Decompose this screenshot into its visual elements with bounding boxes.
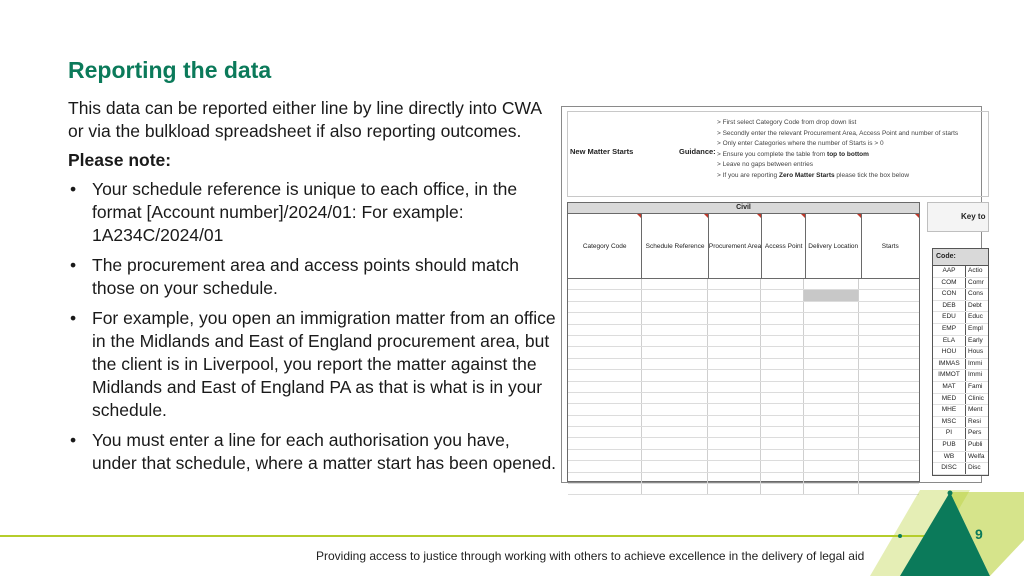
bullet-icon: • xyxy=(70,430,77,450)
code-description: Early xyxy=(968,336,983,344)
grid-cell xyxy=(804,359,859,369)
grid-cell xyxy=(761,336,804,346)
code-row xyxy=(933,336,988,348)
grid-row xyxy=(568,359,919,370)
grid-cell xyxy=(761,359,804,369)
bullet-item xyxy=(68,429,558,475)
grid-cell xyxy=(642,302,708,312)
code-row xyxy=(933,463,988,475)
grid-row xyxy=(568,347,919,358)
guidance-text: > If you are reporting xyxy=(717,171,779,179)
grid-cell xyxy=(708,484,761,494)
grid-cell xyxy=(761,347,804,357)
guidance-line xyxy=(717,139,958,150)
column-header: Category Code xyxy=(568,214,642,278)
grid-cell xyxy=(859,450,917,460)
grid-row xyxy=(568,427,919,438)
grid-row xyxy=(568,416,919,427)
code-description: Educ xyxy=(968,313,983,321)
spreadsheet-screenshot xyxy=(561,106,986,483)
bullet-text: Your schedule reference is unique to each office, in the format [Account number]/2024/01: For example: 1A234C/2024/01 xyxy=(92,179,518,245)
code-row xyxy=(933,428,988,440)
grid-row xyxy=(568,325,919,336)
bullet-item xyxy=(68,178,558,247)
code-value: WB xyxy=(933,452,966,463)
grid-cell xyxy=(859,279,917,289)
guidance-text: > Ensure you complete the table from xyxy=(717,150,828,158)
code-value: COM xyxy=(933,278,966,289)
bullet-icon: • xyxy=(70,255,77,275)
code-value: PI xyxy=(933,428,966,439)
grid-cell xyxy=(859,325,917,335)
code-description: Publi xyxy=(968,440,983,448)
grid-cell xyxy=(708,404,761,414)
code-value: AAP xyxy=(933,266,966,277)
grid-cell xyxy=(761,427,804,437)
grid-cell xyxy=(859,336,917,346)
grid-cell xyxy=(642,382,708,392)
code-description: Pers xyxy=(968,429,982,437)
guidance-text: > First select Category Code from drop down list xyxy=(717,119,857,126)
column-header: Access Point xyxy=(762,214,806,278)
code-value: ELA xyxy=(933,336,966,347)
grid-cell xyxy=(708,438,761,448)
grid-cell xyxy=(568,325,642,335)
grid-cell xyxy=(804,404,859,414)
grid-row xyxy=(568,473,919,484)
grid-cell xyxy=(761,302,804,312)
grid-row xyxy=(568,279,919,290)
grid-cell xyxy=(804,325,859,335)
grid-cell xyxy=(804,484,859,494)
code-description: Actio xyxy=(968,267,983,274)
code-value: PUB xyxy=(933,440,966,451)
bullet-icon: • xyxy=(70,179,77,199)
grid-cell xyxy=(804,438,859,448)
grid-cell xyxy=(642,461,708,471)
footer-text: Providing access to justice through working with others to achieve excellence in the delivery of legal aid xyxy=(316,549,865,563)
grid-cell xyxy=(804,473,859,483)
grid-cell xyxy=(708,336,761,346)
guidance-line xyxy=(717,118,958,129)
code-description: Cons xyxy=(968,290,984,298)
grid-row xyxy=(568,382,919,393)
grid-cell xyxy=(708,279,761,289)
grid-cell xyxy=(859,461,917,471)
footer-divider xyxy=(0,535,940,537)
grid-cell xyxy=(642,279,708,289)
code-row xyxy=(933,382,988,394)
grid-cell xyxy=(804,302,859,312)
grid-cell xyxy=(568,359,642,369)
grid-cell xyxy=(642,313,708,323)
code-description: Clinic xyxy=(968,394,984,402)
grid-cell xyxy=(859,359,917,369)
guidance-text: > Leave no gaps between entries xyxy=(717,161,813,169)
grid-cell xyxy=(642,484,708,494)
grid-cell xyxy=(642,325,708,335)
grid-cell xyxy=(859,347,917,357)
code-description: Resi xyxy=(968,417,982,425)
grid-cell xyxy=(804,393,859,403)
code-value: EMP xyxy=(933,324,966,335)
grid-cell xyxy=(761,370,804,380)
code-value: EDU xyxy=(933,312,966,323)
grid-cell xyxy=(568,382,642,392)
grid-cell xyxy=(761,382,804,392)
grid-cell xyxy=(568,313,642,323)
grid-cell xyxy=(761,404,804,414)
grid-cell xyxy=(642,404,708,414)
grid-cell xyxy=(761,450,804,460)
intro-paragraph: This data can be reported either line by line directly into CWA or via the bulkload spreadsheet if also reporting outcomes. xyxy=(68,98,542,141)
grid-cell xyxy=(708,313,761,323)
grid-cell xyxy=(804,450,859,460)
grid-cell xyxy=(642,450,708,460)
code-description: Empl xyxy=(968,324,983,332)
grid-cell xyxy=(804,336,859,346)
code-value: MSC xyxy=(933,417,966,428)
code-row xyxy=(933,370,988,382)
grid-cell xyxy=(761,290,804,300)
grid-cell xyxy=(708,416,761,426)
grid-row xyxy=(568,484,919,495)
grid-cell xyxy=(642,416,708,426)
grid-cell xyxy=(568,370,642,380)
grid-cell xyxy=(804,279,859,289)
grid-cell xyxy=(859,302,917,312)
grid-cell xyxy=(859,382,917,392)
column-header: Schedule Reference xyxy=(642,214,708,278)
grid-row xyxy=(568,290,919,301)
guidance-text: > Secondly enter the relevant Procurement Area, Access Point and number of starts xyxy=(717,129,959,137)
grid-row xyxy=(568,336,919,347)
code-description: Immi xyxy=(968,371,983,379)
grid-cell xyxy=(804,290,859,300)
grid-cell xyxy=(859,290,917,300)
civil-grid xyxy=(567,202,920,482)
grid-row xyxy=(568,404,919,415)
grid-cell xyxy=(804,313,859,323)
grid-row xyxy=(568,370,919,381)
guidance-emphasis: Zero Matter Starts xyxy=(778,171,835,179)
grid-cell xyxy=(642,336,708,346)
grid-cell xyxy=(568,427,642,437)
grid-cell xyxy=(859,438,917,448)
slide-title: Reporting the data xyxy=(68,57,272,83)
column-header: Delivery Location xyxy=(806,214,862,278)
code-value: HOU xyxy=(933,347,966,358)
grid-cell xyxy=(859,473,917,483)
grid-cell xyxy=(859,393,917,403)
guidance-line xyxy=(717,171,958,182)
grid-cell xyxy=(642,290,708,300)
code-row xyxy=(933,405,988,417)
code-value: MAT xyxy=(933,382,966,393)
grid-cell xyxy=(568,302,642,312)
code-row xyxy=(933,347,988,359)
code-table xyxy=(932,248,989,476)
decorative-triangles-icon xyxy=(870,490,1024,576)
note-heading: Please note: xyxy=(68,150,172,170)
grid-cell xyxy=(761,393,804,403)
grid-cell xyxy=(568,484,642,494)
code-row xyxy=(933,289,988,301)
code-description: Welfa xyxy=(968,452,985,460)
grid-cell xyxy=(761,416,804,426)
grid-cell xyxy=(708,290,761,300)
grid-cell xyxy=(761,473,804,483)
grid-cell xyxy=(708,302,761,312)
grid-cell xyxy=(642,359,708,369)
grid-cell xyxy=(568,404,642,414)
grid-cell xyxy=(761,325,804,335)
grid-cell xyxy=(804,461,859,471)
code-row xyxy=(933,312,988,324)
code-value: IMMOT xyxy=(933,370,966,381)
grid-cell xyxy=(568,416,642,426)
grid-cell xyxy=(568,473,642,483)
code-value: DEB xyxy=(933,301,966,312)
page-number: 9 xyxy=(975,526,983,542)
grid-cell xyxy=(708,382,761,392)
bullet-item xyxy=(68,307,558,422)
column-header: Procurement Area xyxy=(709,214,763,278)
bullet-text: For example, you open an immigration matter from an office in the Midlands and East of England procurement area, but the client is in Liverpool, you report the matter against the Midlands and East of England PA as that is what is in your schedule. xyxy=(92,308,556,420)
grid-cell xyxy=(642,347,708,357)
grid-cell xyxy=(568,461,642,471)
code-row xyxy=(933,359,988,371)
grid-cell xyxy=(859,370,917,380)
grid-cell xyxy=(568,450,642,460)
bullet-text: The procurement area and access points should match those on your schedule. xyxy=(92,255,520,298)
grid-cell xyxy=(804,382,859,392)
grid-cell xyxy=(761,279,804,289)
grid-cell xyxy=(642,438,708,448)
grid-cell xyxy=(859,404,917,414)
grid-cell xyxy=(708,370,761,380)
key-box xyxy=(927,202,989,232)
guidance-emphasis: top to bottom xyxy=(827,150,869,158)
grid-row xyxy=(568,302,919,313)
code-description: Disc xyxy=(968,464,981,472)
code-value: IMMAS xyxy=(933,359,966,370)
grid-rows xyxy=(568,279,919,495)
grid-cell xyxy=(708,473,761,483)
new-matter-starts-label: New Matter Starts xyxy=(570,147,634,156)
grid-cell xyxy=(568,279,642,289)
grid-cell xyxy=(761,313,804,323)
code-row xyxy=(933,417,988,429)
note-bullets xyxy=(68,178,558,475)
code-description: Immi xyxy=(968,359,983,367)
grid-cell xyxy=(708,450,761,460)
grid-cell xyxy=(859,416,917,426)
key-label: Key to xyxy=(961,212,986,221)
guidance-line xyxy=(717,160,958,171)
code-value: DISC xyxy=(933,463,966,474)
code-description: Ment xyxy=(968,406,983,414)
grid-cell xyxy=(568,336,642,346)
civil-header: Civil xyxy=(568,203,919,214)
bullet-item xyxy=(68,254,558,300)
grid-cell xyxy=(708,393,761,403)
grid-row xyxy=(568,393,919,404)
code-description: Comr xyxy=(968,278,984,286)
grid-row xyxy=(568,438,919,449)
grid-cell xyxy=(761,484,804,494)
grid-cell xyxy=(642,427,708,437)
grid-cell xyxy=(761,461,804,471)
code-row xyxy=(933,278,988,290)
grid-cell xyxy=(708,359,761,369)
grid-cell xyxy=(708,347,761,357)
code-row xyxy=(933,394,988,406)
guidance-line xyxy=(717,129,958,140)
column-headers xyxy=(568,214,919,279)
grid-cell xyxy=(859,313,917,323)
grid-cell xyxy=(642,473,708,483)
code-row xyxy=(933,301,988,313)
code-row xyxy=(933,452,988,464)
code-row xyxy=(933,324,988,336)
code-value: CON xyxy=(933,289,966,300)
grid-cell xyxy=(804,427,859,437)
bullet-icon: • xyxy=(70,308,77,328)
code-header: Code: xyxy=(933,249,988,266)
grid-cell xyxy=(804,416,859,426)
bullet-text: You must enter a line for each authorisation you have, under that schedule, where a matter start has been opened. xyxy=(92,430,557,473)
grid-cell xyxy=(642,393,708,403)
code-value: MHE xyxy=(933,405,966,416)
guidance-lines xyxy=(717,118,958,182)
guidance-label: Guidance: xyxy=(679,147,716,156)
code-row xyxy=(933,440,988,452)
slide-body xyxy=(68,97,558,482)
guidance-text: please tick the box below xyxy=(834,171,910,179)
code-description: Debt xyxy=(968,301,982,309)
grid-cell xyxy=(708,325,761,335)
code-description: Hous xyxy=(968,348,984,356)
grid-row xyxy=(568,450,919,461)
code-row xyxy=(933,266,988,278)
guidance-line xyxy=(717,150,958,161)
grid-cell xyxy=(568,290,642,300)
guidance-text: > Only enter Categories where the number of Starts is > 0 xyxy=(717,140,884,148)
grid-cell xyxy=(804,370,859,380)
grid-row xyxy=(568,461,919,472)
grid-cell xyxy=(568,438,642,448)
grid-cell xyxy=(708,427,761,437)
column-header: Starts xyxy=(862,214,920,278)
grid-cell xyxy=(859,427,917,437)
grid-cell xyxy=(761,438,804,448)
grid-cell xyxy=(568,393,642,403)
grid-cell xyxy=(804,347,859,357)
code-value: MED xyxy=(933,394,966,405)
code-rows xyxy=(933,266,988,475)
grid-cell xyxy=(568,347,642,357)
grid-row xyxy=(568,313,919,324)
grid-cell xyxy=(642,370,708,380)
grid-cell xyxy=(708,461,761,471)
code-description: Fami xyxy=(968,382,983,390)
